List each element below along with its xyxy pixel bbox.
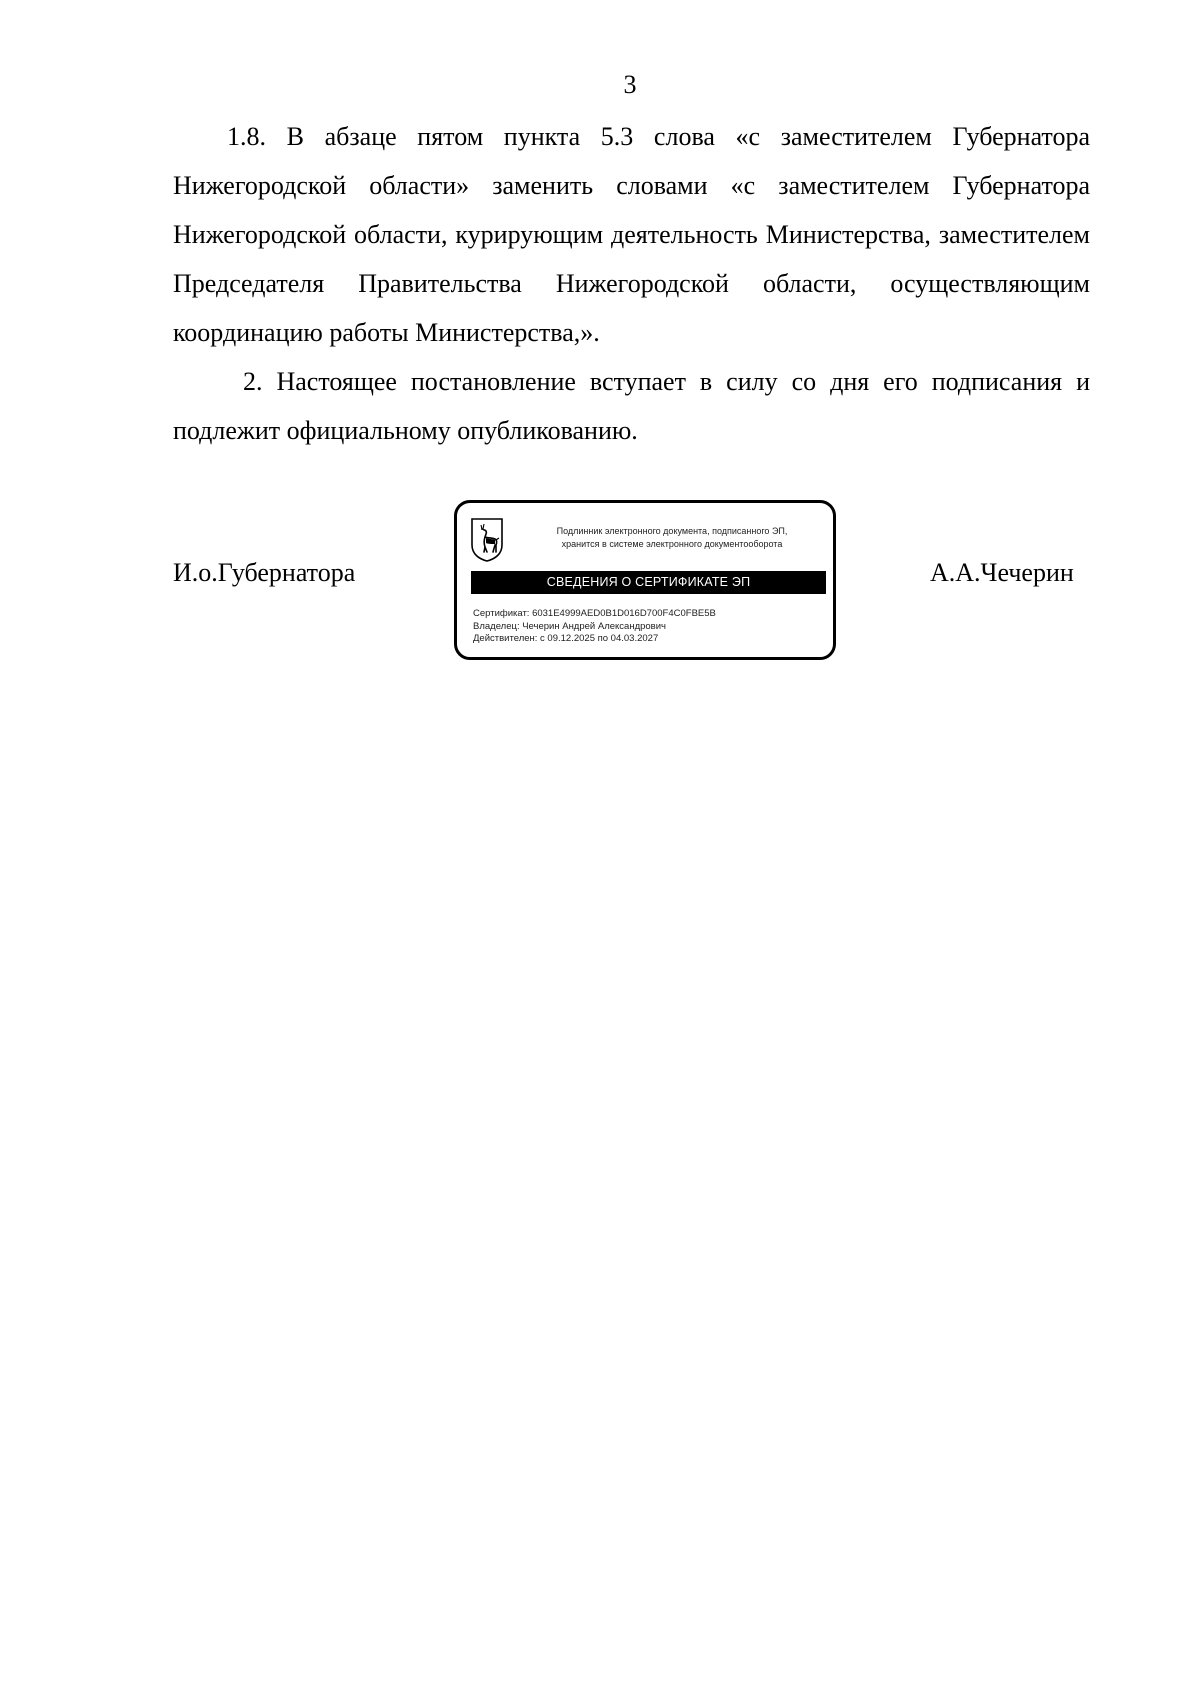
stamp-note (517, 525, 827, 551)
paragraph-2: 2. Настоящее постановление вступает в силу со дня его подписания и подлежит официальному опубликованию. (173, 367, 1090, 445)
stamp-note-line-1: Подлинник электронного документа, подписанного ЭП, (556, 526, 788, 536)
stamp-note-line-2: хранится в системе электронного документооборота (561, 539, 783, 549)
certificate-owner: Владелец: Чечерин Андрей Александрович (473, 620, 666, 632)
electronic-signature-stamp (454, 500, 836, 660)
paragraph-1-8: 1.8. В абзаце пятом пункта 5.3 слова «с заместителем Губернатора Нижегородской области» заменить словами «с заместителем Губернатора Нижегородской области, курирующим деятельность Министерства, заместителем Председателя Правительства Нижегородской области, осуществляющим координацию работы Министерства,». (173, 122, 1090, 347)
signatory-name: А.А.Чечерин (930, 558, 1074, 587)
coat-of-arms-icon (469, 517, 505, 563)
page-number: 3 (623, 70, 637, 99)
document-body (173, 112, 1090, 455)
signatory-position: И.о.Губернатора (173, 558, 356, 587)
certificate-validity: Действителен: с 09.12.2025 по 04.03.2027 (473, 633, 659, 644)
certificate-details (473, 608, 716, 646)
certificate-number: Сертификат: 6031E4999AED0B1D016D700F4C0FBE5B (473, 608, 716, 619)
certificate-header: СВЕДЕНИЯ О СЕРТИФИКАТЕ ЭП (471, 571, 826, 594)
